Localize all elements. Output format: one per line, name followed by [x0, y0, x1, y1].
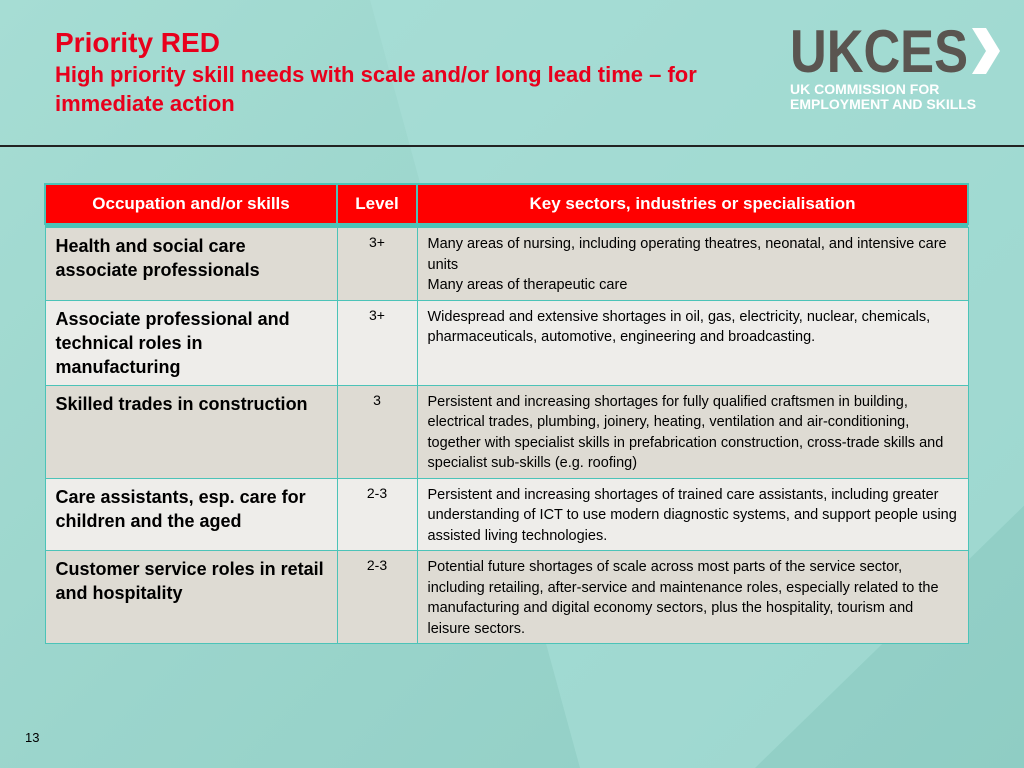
- ukces-wordmark-logo: [790, 22, 1000, 80]
- sector-line: Widespread and extensive shortages in oil, gas, electricity, nuclear, chemicals, pharmaceuticals, automotive, engineering and broadcasting.: [427, 308, 931, 345]
- level-cell: 3+: [337, 228, 417, 301]
- page-title: Priority RED: [55, 27, 220, 58]
- sector-line: Many areas of therapeutic care: [427, 277, 628, 293]
- table-row: [45, 551, 968, 644]
- level-cell: 3+: [337, 300, 417, 385]
- table-row: [45, 228, 968, 301]
- occupation-cell: Associate professional and technical roles in manufacturing: [45, 300, 337, 385]
- sectors-cell: [417, 228, 968, 301]
- sectors-cell: [417, 385, 968, 478]
- logo-tagline-line1: UK COMMISSION FOR: [790, 81, 940, 97]
- ukces-logo: [790, 22, 1010, 112]
- sector-line: Many areas of nursing, including operating theatres, neonatal, and intensive care units: [427, 236, 947, 273]
- priority-skills-table: [44, 183, 969, 644]
- sector-line: Potential future shortages of scale across most parts of the service sector, including retailing, after-service and maintenance roles, especially related to the manufacturing and digital economy sectors, plus the hospitality, tourism and leisure sectors.: [427, 559, 939, 637]
- occupation-cell: Skilled trades in construction: [45, 385, 337, 478]
- title-block: [55, 26, 775, 118]
- table-row: [45, 478, 968, 551]
- table-row: [45, 300, 968, 385]
- sector-line: Persistent and increasing shortages of trained care assistants, including greater understanding of ICT to use modern diagnostic systems, and support people using assisted living technologies.: [427, 486, 957, 544]
- column-header-occupation: Occupation and/or skills: [45, 184, 337, 224]
- table-header-row: [45, 184, 968, 224]
- sectors-cell: [417, 300, 968, 385]
- level-cell: 3: [337, 385, 417, 478]
- table-row: [45, 385, 968, 478]
- logo-tagline-line2: EMPLOYMENT AND SKILLS: [790, 96, 977, 112]
- level-cell: 2-3: [337, 551, 417, 644]
- sectors-cell: [417, 478, 968, 551]
- sectors-cell: [417, 551, 968, 644]
- level-cell: 2-3: [337, 478, 417, 551]
- sector-line: Persistent and increasing shortages for fully qualified craftsmen in building, electrical trades, plumbing, joinery, heating, ventilation and air-conditioning, together with specialist skills in prefabrication construction, cross-trade skills and specialist sub-skills (e.g. roofing): [427, 393, 944, 471]
- page-number: 13: [25, 730, 40, 745]
- occupation-cell: Care assistants, esp. care for children and the aged: [45, 478, 337, 551]
- column-header-level: Level: [337, 184, 417, 224]
- title-divider: [0, 145, 1024, 147]
- column-header-sectors: Key sectors, industries or specialisation: [417, 184, 968, 224]
- logo-wordmark: UKCES: [790, 22, 968, 80]
- occupation-cell: Health and social care associate professionals: [45, 228, 337, 301]
- occupation-cell: Customer service roles in retail and hospitality: [45, 551, 337, 644]
- page-subtitle: High priority skill needs with scale and/or long lead time – for immediate action: [55, 62, 697, 116]
- chevron-icon: [972, 28, 1000, 74]
